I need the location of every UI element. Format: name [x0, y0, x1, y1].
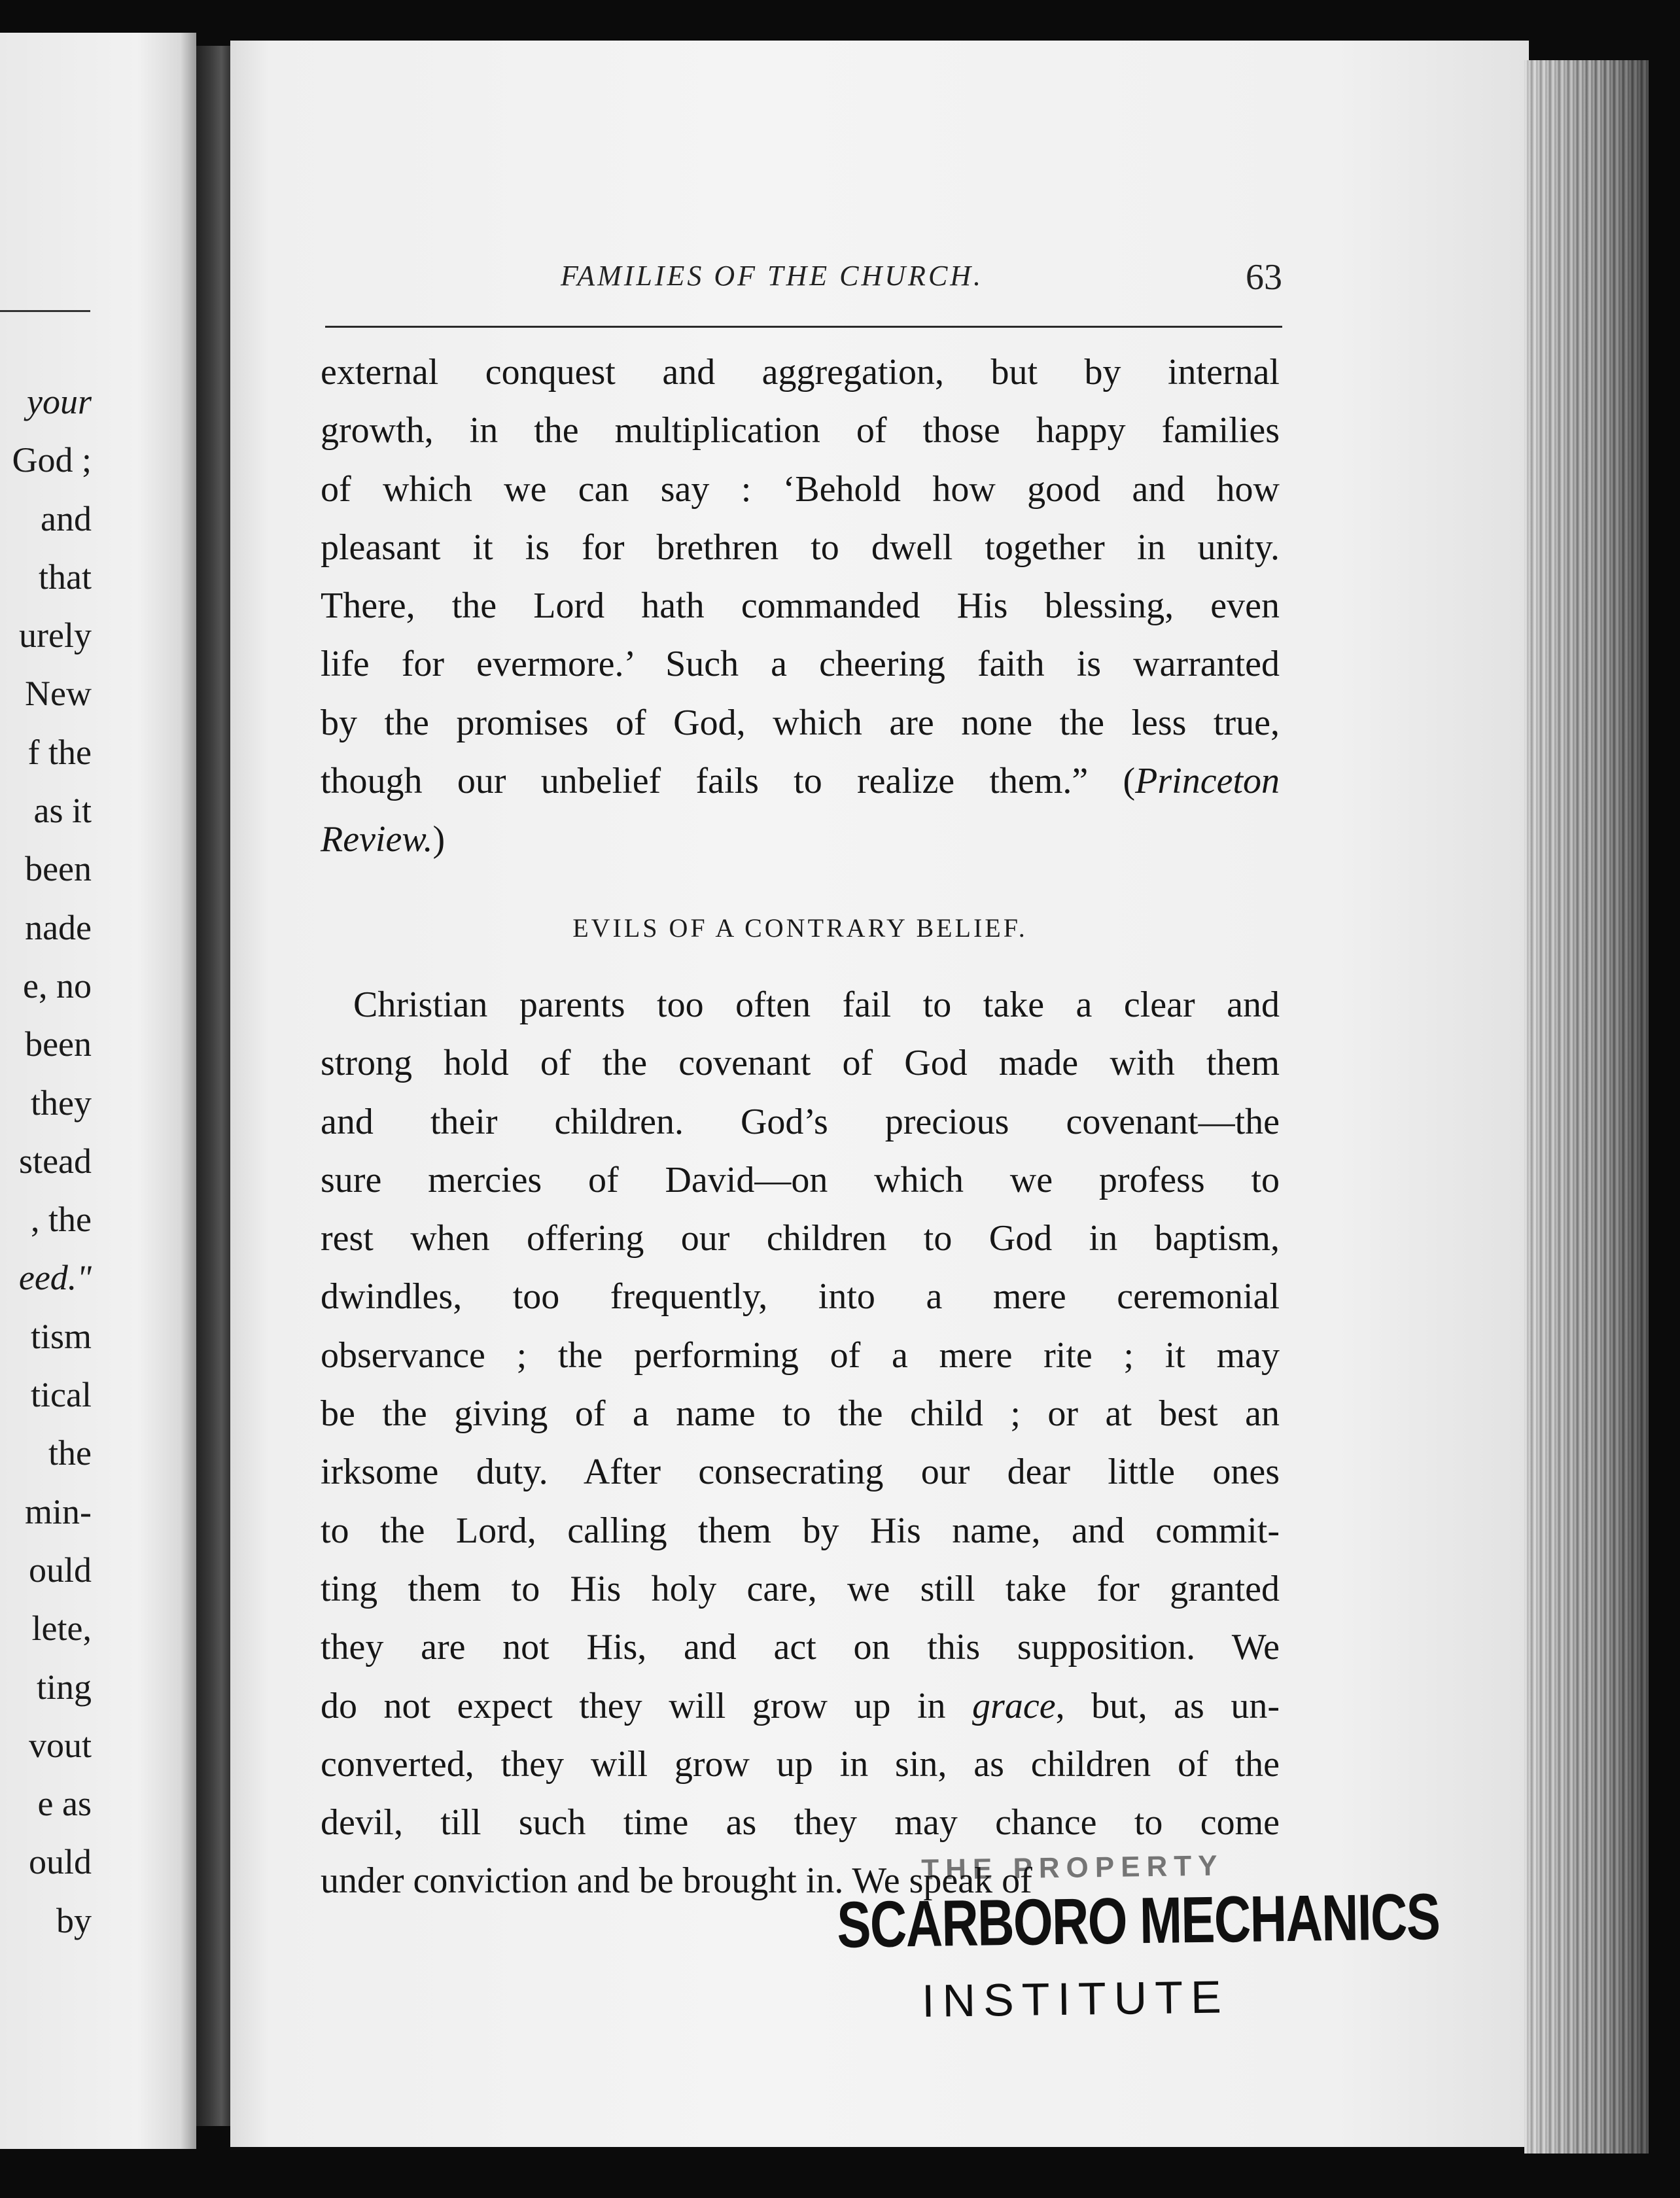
text-line	[321, 811, 1280, 869]
left-page-line: been	[25, 1024, 92, 1064]
text-line	[321, 694, 1280, 752]
section-heading: EVILS OF A CONTRARY BELIEF.	[572, 913, 1028, 943]
text-run: Christian parents too often fail to take a clear and	[353, 985, 1280, 1025]
page-fore-edge-shading	[1524, 60, 1649, 2154]
text-line	[321, 1327, 1280, 1385]
text-line	[321, 1736, 1280, 1794]
left-page-line: and	[41, 498, 92, 538]
text-line	[321, 519, 1280, 577]
text-run: and their children. God’s precious covenant—the	[321, 1101, 1280, 1142]
text-line	[321, 1151, 1280, 1210]
text-line	[321, 976, 1280, 1034]
page-number: 63	[1246, 257, 1282, 298]
text-line	[321, 1385, 1280, 1443]
text-line	[321, 1502, 1280, 1560]
text-run: under conviction and be brought in. We speak of	[321, 1860, 1032, 1902]
text-run: life for evermore.’ Such a cheering faith is warranted	[321, 644, 1280, 685]
italic-text: Review.	[321, 819, 433, 860]
text-line	[321, 1794, 1280, 1852]
text-run: converted, they will grow up in sin, as children of the	[321, 1743, 1280, 1785]
text-run: though our unbelief fails to realize them.” (	[321, 761, 1136, 802]
paragraph-1	[321, 343, 1280, 869]
book-gutter	[196, 46, 232, 2126]
left-page-line: nade	[25, 907, 92, 947]
running-title: FAMILIES OF THE CHURCH.	[561, 260, 984, 292]
left-page-fragment	[0, 33, 196, 2149]
left-page-line: by	[56, 1900, 92, 1940]
text-run: devil, till such time as they may chance to come	[321, 1802, 1280, 1843]
left-page-line: tical	[31, 1375, 92, 1415]
text-run: irksome duty. After consecrating our dear little ones	[321, 1452, 1280, 1493]
running-header	[325, 251, 1282, 310]
left-page-line: e, no	[23, 966, 92, 1005]
left-page-line: the	[48, 1433, 92, 1473]
left-page-line: f the	[27, 732, 92, 772]
italic-text: grace	[972, 1685, 1056, 1726]
text-line	[321, 1560, 1280, 1618]
left-page-line: ould	[28, 1842, 92, 1882]
stamp-line-institution: SCARBORO MECHANICS	[836, 1879, 1441, 1962]
text-run: by the promises of God, which are none the less true,	[321, 702, 1280, 743]
text-run: they are not His, and act on this supposition. We	[321, 1627, 1280, 1668]
text-run: rest when offering our children to God in baptism,	[321, 1218, 1280, 1259]
text-line	[321, 1443, 1280, 1501]
left-page-line: that	[39, 557, 92, 597]
left-page-line: lete,	[31, 1609, 92, 1648]
italic-text: Princeton	[1135, 761, 1280, 802]
left-page-line: God ;	[12, 440, 92, 480]
text-line	[321, 1268, 1280, 1326]
text-run: growth, in the multiplication of those happy families	[321, 410, 1280, 451]
left-page-line: they	[31, 1083, 92, 1123]
text-line	[321, 577, 1280, 635]
text-run: of which we can say : ‘Behold how good and how	[321, 468, 1280, 510]
left-page-line: been	[25, 849, 92, 889]
library-stamp	[836, 1847, 1441, 2051]
text-run: external conquest and aggregation, but by internal	[321, 352, 1280, 392]
left-page-line: , the	[31, 1200, 92, 1240]
paragraph-2	[321, 976, 1280, 1911]
text-run: )	[432, 819, 446, 860]
left-page-line: your	[27, 382, 92, 421]
text-line	[321, 461, 1280, 519]
left-page-line: ould	[28, 1550, 92, 1590]
text-line	[321, 635, 1280, 693]
text-line	[321, 752, 1280, 811]
text-run: , but, as un-	[1055, 1685, 1280, 1726]
left-page-line: eed."	[18, 1258, 92, 1298]
text-line	[321, 343, 1280, 402]
text-line	[321, 1034, 1280, 1092]
left-page-line: stead	[19, 1141, 92, 1181]
text-line	[321, 1677, 1280, 1736]
text-run: pleasant it is for brethren to dwell together in unity.	[321, 527, 1280, 568]
text-run: be the giving of a name to the child ; or at best an	[321, 1393, 1280, 1435]
text-run: dwindles, too frequently, into a mere ceremonial	[321, 1276, 1280, 1317]
text-run: observance ; the performing of a mere rite ; it may	[321, 1334, 1280, 1376]
text-run: strong hold of the covenant of God made with them	[321, 1043, 1280, 1084]
text-line	[321, 402, 1280, 460]
left-page-line: vout	[28, 1725, 92, 1765]
left-page-line: urely	[19, 616, 92, 655]
left-page-line: ting	[36, 1667, 92, 1707]
text-run: do not expect they will grow up in	[321, 1685, 973, 1726]
left-page-line: e as	[37, 1784, 92, 1824]
stamp-line-institute: INSTITUTE	[921, 1971, 1230, 2027]
stamp-line-property: THE PROPERTY	[920, 1849, 1224, 1886]
text-line	[321, 1618, 1280, 1677]
text-run: sure mercies of David—on which we profess to	[321, 1159, 1280, 1200]
text-line	[321, 1210, 1280, 1268]
text-line	[321, 1093, 1280, 1151]
text-run: There, the Lord hath commanded His blessing, even	[321, 585, 1280, 627]
left-page-text	[12, 373, 92, 1950]
left-page-line: tism	[30, 1316, 92, 1356]
left-page-line: New	[25, 674, 92, 714]
header-rule	[325, 326, 1282, 328]
left-page-header-rule	[0, 310, 90, 312]
left-page-line: min-	[25, 1492, 92, 1531]
left-page-line: as it	[33, 791, 92, 831]
text-run: ting them to His holy care, we still take for granted	[321, 1568, 1280, 1609]
text-run: to the Lord, calling them by His name, and commit-	[321, 1510, 1280, 1551]
